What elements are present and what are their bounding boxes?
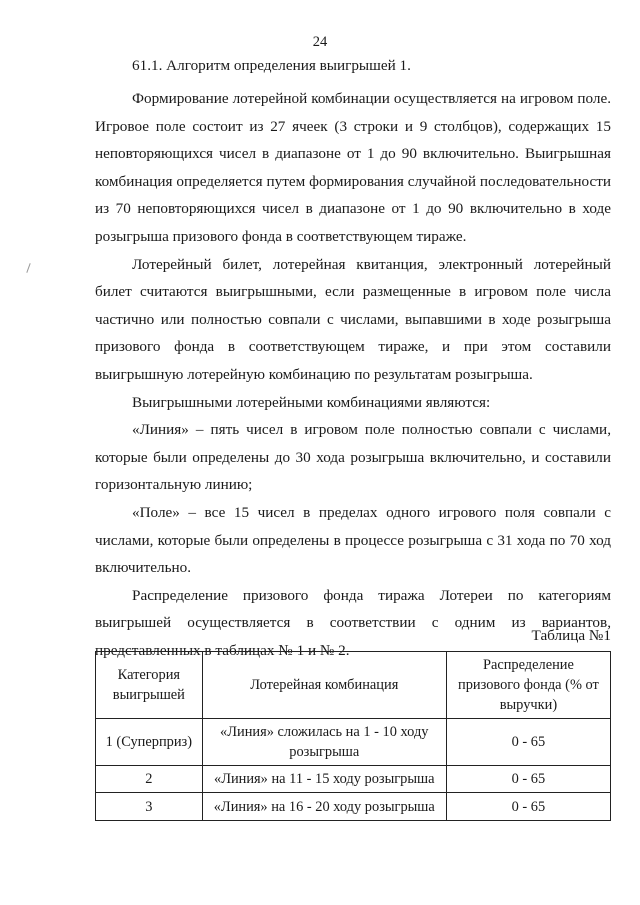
- cell-combination: «Линия» сложилась на 1 - 10 ходу розыгрыша: [202, 719, 446, 766]
- paragraph-field-definition: «Поле» – все 15 чисел в пределах одного игрового поля совпали с числами, которые были определены в процессе розыгрыша с 31 хода по 70 ход включительно.: [95, 503, 611, 577]
- cell-distribution: 0 - 65: [446, 719, 610, 766]
- section-heading: 61.1. Алгоритм определения выигрышей 1.: [132, 57, 411, 74]
- cell-combination: «Линия» на 16 - 20 ходу розыгрыша: [202, 793, 446, 821]
- cell-combination: «Линия» на 11 - 15 ходу розыгрыша: [202, 766, 446, 793]
- table-row: [96, 766, 611, 793]
- paragraph-prize-distribution: Распределение призового фонда тиража Лотереи по категориям выигрышей осуществляется в соответствии с одним из вариантов, представленных в таблицах № 1 и № 2.: [95, 586, 611, 659]
- paragraph-line-definition: «Линия» – пять чисел в игровом поле полностью совпали с числами, которые были определены до 30 хода розыгрыша включительно, и составили горизонтальную линию;: [95, 421, 611, 494]
- table-row: [96, 793, 611, 821]
- paragraph-game-field: Формирование лотерейной комбинации осуществляется на игровом поле. Игровое поле состоит из 27 ячеек (3 строки и 9 столбцов), содержащих 15 неповторяющихся чисел в диапазоне от 1 до 90 включительно. Выигрышная комбинация определяется путем формирования случайной последовательности из 70 неповторяющихся чисел в диапазоне от 1 до 90 включительно в ходе розыгрыша призового фонда в соответствующем тираже.: [95, 90, 611, 245]
- page-number: 24: [312, 34, 328, 50]
- paragraph-winning-combinations-intro: Выигрышными лотерейными комбинациями являются:: [132, 393, 491, 411]
- prize-distribution-table: [95, 651, 611, 821]
- header-distribution: Распределение призового фонда (% от выручки): [446, 652, 610, 719]
- cell-category: 3: [96, 793, 203, 821]
- table-row: [96, 719, 611, 766]
- table-header-row: [96, 652, 611, 719]
- header-combination: Лотерейная комбинация: [202, 652, 446, 719]
- table-caption: Таблица №1: [531, 627, 611, 644]
- header-category: Категория выигрышей: [96, 652, 203, 719]
- paragraph-winning-ticket: Лотерейный билет, лотерейная квитанция, электронный лотерейный билет считаются выигрышными, если размещенные в игровом поле числа частично или полностью совпали с числами, выпавшими в ходе розыгрыша призового фонда в соответствующем тираже, и при этом составили выигрышную лотерейную комбинацию по результатам розыгрыша.: [95, 255, 611, 383]
- cell-category: 2: [96, 766, 203, 793]
- scan-artifact: [26, 263, 30, 273]
- body-text: [95, 85, 611, 664]
- cell-distribution: 0 - 65: [446, 766, 610, 793]
- cell-distribution: 0 - 65: [446, 793, 610, 821]
- cell-category: 1 (Суперприз): [96, 719, 203, 766]
